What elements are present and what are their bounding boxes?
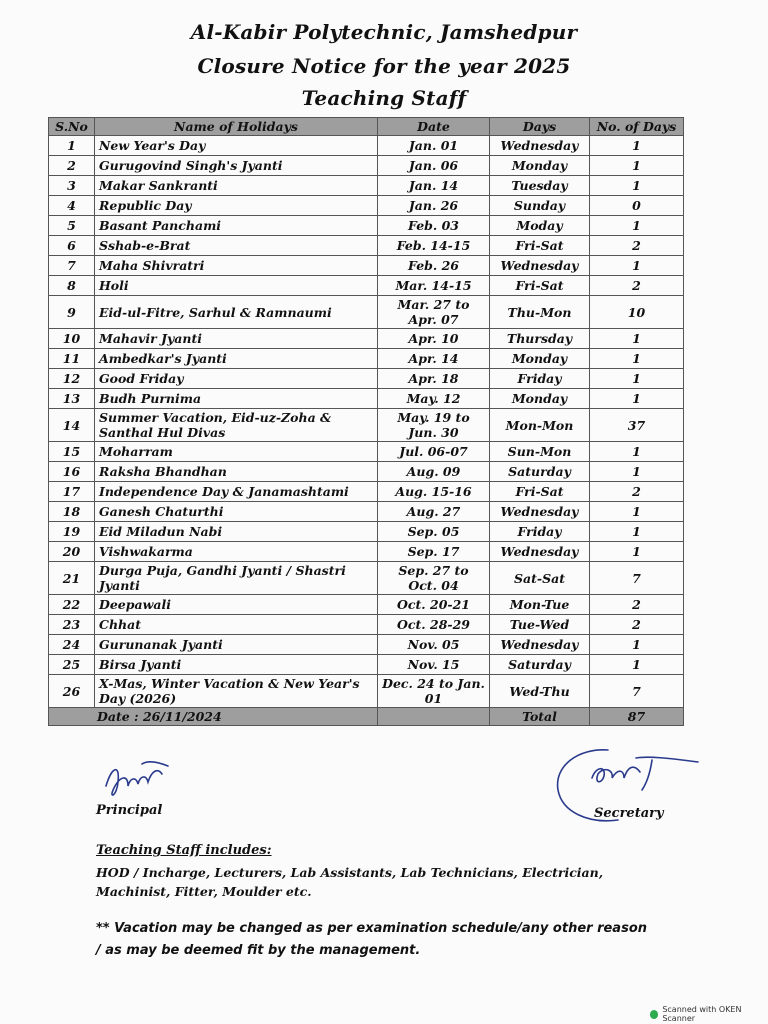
cell-holiday-name: Mahavir Jyanti [95,329,378,349]
holiday-table [48,117,684,726]
column-header-name: Name of Holidays [95,118,378,136]
table-header-row [49,118,684,136]
cell-days: Sunday [490,196,590,216]
cell-count: 1 [590,442,684,462]
cell-date: Jan. 26 [378,196,490,216]
cell-sno: 11 [49,349,95,369]
cell-date: Aug. 27 [378,502,490,522]
table-row [49,349,684,369]
table-row [49,389,684,409]
cell-days: Wednesday [490,542,590,562]
cell-days: Sat-Sat [490,562,590,595]
notice-title: Closure Notice for the year 2025 [197,54,571,78]
cell-count: 1 [590,502,684,522]
table-row [49,522,684,542]
cell-days: Friday [490,369,590,389]
vacation-note: ** Vacation may be changed as per examination schedule/any other reason / as may be deemed fit by the management. [96,921,648,958]
column-header-date: Date [378,118,490,136]
cell-date: May. 19 to Jun. 30 [378,409,490,442]
principal-label: Principal [96,803,163,818]
cell-holiday-name: Maha Shivratri [95,256,378,276]
table-row [49,655,684,675]
cell-holiday-name: Eid Miladun Nabi [95,522,378,542]
cell-sno: 10 [49,329,95,349]
cell-holiday-name: Budh Purnima [95,389,378,409]
cell-sno: 20 [49,542,95,562]
table-row [49,442,684,462]
cell-days: Wed-Thu [490,675,590,708]
table-row [49,236,684,256]
cell-holiday-name: Chhat [95,615,378,635]
cell-days: Mon-Tue [490,595,590,615]
cell-sno: 22 [49,595,95,615]
cell-date: Jan. 01 [378,136,490,156]
staff-includes-list: HOD / Incharge, Lecturers, Lab Assistants, Lab Technicians, Electrician, Machinist, Fitter, Moulder etc. [96,865,604,899]
cell-holiday-name: Holi [95,276,378,296]
cell-holiday-name: Durga Puja, Gandhi Jyanti / Shastri Jyanti [95,562,378,595]
table-row [49,256,684,276]
cell-sno: 1 [49,136,95,156]
cell-sno: 16 [49,462,95,482]
cell-holiday-name: Ambedkar's Jyanti [95,349,378,369]
table-row [49,156,684,176]
cell-holiday-name: Ganesh Chaturthi [95,502,378,522]
cell-holiday-name: Republic Day [95,196,378,216]
table-row [49,136,684,156]
scanner-logo-icon [650,1010,658,1019]
cell-count: 1 [590,522,684,542]
table-footer-row [49,708,684,726]
table-row [49,196,684,216]
cell-count: 1 [590,655,684,675]
cell-holiday-name: Basant Panchami [95,216,378,236]
cell-holiday-name: New Year's Day [95,136,378,156]
table-row [49,329,684,349]
cell-sno: 15 [49,442,95,462]
cell-holiday-name: Gurunanak Jyanti [95,635,378,655]
cell-sno: 17 [49,482,95,502]
cell-holiday-name: Sshab-e-Brat [95,236,378,256]
cell-days: Wednesday [490,635,590,655]
cell-date: Aug. 15-16 [378,482,490,502]
footer-empty-cell [378,708,490,726]
cell-sno: 23 [49,615,95,635]
cell-date: Apr. 14 [378,349,490,369]
cell-count: 2 [590,276,684,296]
cell-days: Wednesday [490,502,590,522]
cell-count: 0 [590,196,684,216]
table-row [49,369,684,389]
cell-holiday-name: Independence Day & Janamashtami [95,482,378,502]
cell-sno: 12 [49,369,95,389]
table-row [49,482,684,502]
cell-count: 7 [590,562,684,595]
cell-holiday-name: Eid-ul-Fitre, Sarhul & Ramnaumi [95,296,378,329]
table-row [49,462,684,482]
cell-sno: 19 [49,522,95,542]
table-row [49,216,684,236]
cell-count: 1 [590,349,684,369]
cell-date: Mar. 14-15 [378,276,490,296]
cell-sno: 25 [49,655,95,675]
cell-sno: 24 [49,635,95,655]
cell-count: 2 [590,615,684,635]
staff-category-title: Teaching Staff [301,86,467,110]
cell-date: Jul. 06-07 [378,442,490,462]
cell-days: Monday [490,389,590,409]
secretary-label: Secretary [594,806,664,821]
cell-date: Dec. 24 to Jan. 01 [378,675,490,708]
cell-sno: 13 [49,389,95,409]
cell-days: Moday [490,216,590,236]
cell-sno: 3 [49,176,95,196]
cell-days: Wednesday [490,256,590,276]
table-row [49,562,684,595]
cell-sno: 4 [49,196,95,216]
cell-days: Saturday [490,655,590,675]
cell-date: Aug. 09 [378,462,490,482]
cell-date: Nov. 15 [378,655,490,675]
cell-sno: 18 [49,502,95,522]
cell-sno: 6 [49,236,95,256]
notice-date: Date : 26/11/2024 [49,708,378,726]
cell-days: Fri-Sat [490,236,590,256]
cell-sno: 8 [49,276,95,296]
cell-holiday-name: Summer Vacation, Eid-uz-Zoha & Santhal Hul Divas [95,409,378,442]
total-value: 87 [590,708,684,726]
cell-holiday-name: Birsa Jyanti [95,655,378,675]
table-row [49,502,684,522]
table-row [49,635,684,655]
table-row [49,276,684,296]
cell-sno: 21 [49,562,95,595]
scanner-text: Scanned with OKEN Scanner [662,1005,742,1023]
cell-date: Mar. 27 to Apr. 07 [378,296,490,329]
cell-sno: 2 [49,156,95,176]
cell-count: 7 [590,675,684,708]
cell-count: 1 [590,369,684,389]
staff-includes-heading: Teaching Staff includes: [96,843,272,858]
table-row [49,595,684,615]
cell-count: 1 [590,176,684,196]
cell-sno: 26 [49,675,95,708]
cell-holiday-name: Gurugovind Singh's Jyanti [95,156,378,176]
cell-count: 1 [590,542,684,562]
cell-days: Fri-Sat [490,276,590,296]
scanner-watermark [650,1005,768,1023]
cell-count: 1 [590,156,684,176]
cell-count: 1 [590,216,684,236]
cell-holiday-name: X-Mas, Winter Vacation & New Year's Day (2026) [95,675,378,708]
cell-days: Thursday [490,329,590,349]
column-header-days: Days [490,118,590,136]
cell-days: Tuesday [490,176,590,196]
table-row [49,542,684,562]
table-row [49,615,684,635]
table-row [49,296,684,329]
cell-holiday-name: Moharram [95,442,378,462]
cell-date: May. 12 [378,389,490,409]
cell-count: 1 [590,635,684,655]
cell-days: Mon-Mon [490,409,590,442]
cell-sno: 7 [49,256,95,276]
cell-days: Fri-Sat [490,482,590,502]
cell-date: Feb. 26 [378,256,490,276]
cell-days: Monday [490,349,590,369]
cell-days: Friday [490,522,590,542]
cell-count: 1 [590,136,684,156]
cell-count: 2 [590,482,684,502]
cell-date: Oct. 20-21 [378,595,490,615]
cell-days: Sun-Mon [490,442,590,462]
cell-count: 37 [590,409,684,442]
cell-date: Jan. 06 [378,156,490,176]
cell-sno: 9 [49,296,95,329]
cell-count: 1 [590,329,684,349]
cell-date: Sep. 05 [378,522,490,542]
total-label: Total [490,708,590,726]
cell-holiday-name: Good Friday [95,369,378,389]
column-header-count: No. of Days [590,118,684,136]
column-header-sno: S.No [49,118,95,136]
cell-days: Saturday [490,462,590,482]
cell-date: Sep. 27 to Oct. 04 [378,562,490,595]
cell-days: Monday [490,156,590,176]
cell-days: Tue-Wed [490,615,590,635]
cell-count: 10 [590,296,684,329]
cell-count: 1 [590,462,684,482]
cell-days: Thu-Mon [490,296,590,329]
cell-count: 1 [590,389,684,409]
cell-date: Feb. 14-15 [378,236,490,256]
table-row [49,409,684,442]
cell-date: Nov. 05 [378,635,490,655]
principal-signature [98,756,178,804]
cell-count: 1 [590,256,684,276]
table-row [49,675,684,708]
cell-holiday-name: Deepawali [95,595,378,615]
cell-count: 2 [590,595,684,615]
cell-date: Sep. 17 [378,542,490,562]
cell-count: 2 [590,236,684,256]
cell-holiday-name: Raksha Bhandhan [95,462,378,482]
cell-sno: 5 [49,216,95,236]
cell-holiday-name: Vishwakarma [95,542,378,562]
cell-days: Wednesday [490,136,590,156]
cell-holiday-name: Makar Sankranti [95,176,378,196]
institution-title: Al-Kabir Polytechnic, Jamshedpur [190,20,578,44]
cell-date: Apr. 10 [378,329,490,349]
table-row [49,176,684,196]
cell-date: Apr. 18 [378,369,490,389]
cell-date: Feb. 03 [378,216,490,236]
cell-date: Jan. 14 [378,176,490,196]
cell-sno: 14 [49,409,95,442]
cell-date: Oct. 28-29 [378,615,490,635]
